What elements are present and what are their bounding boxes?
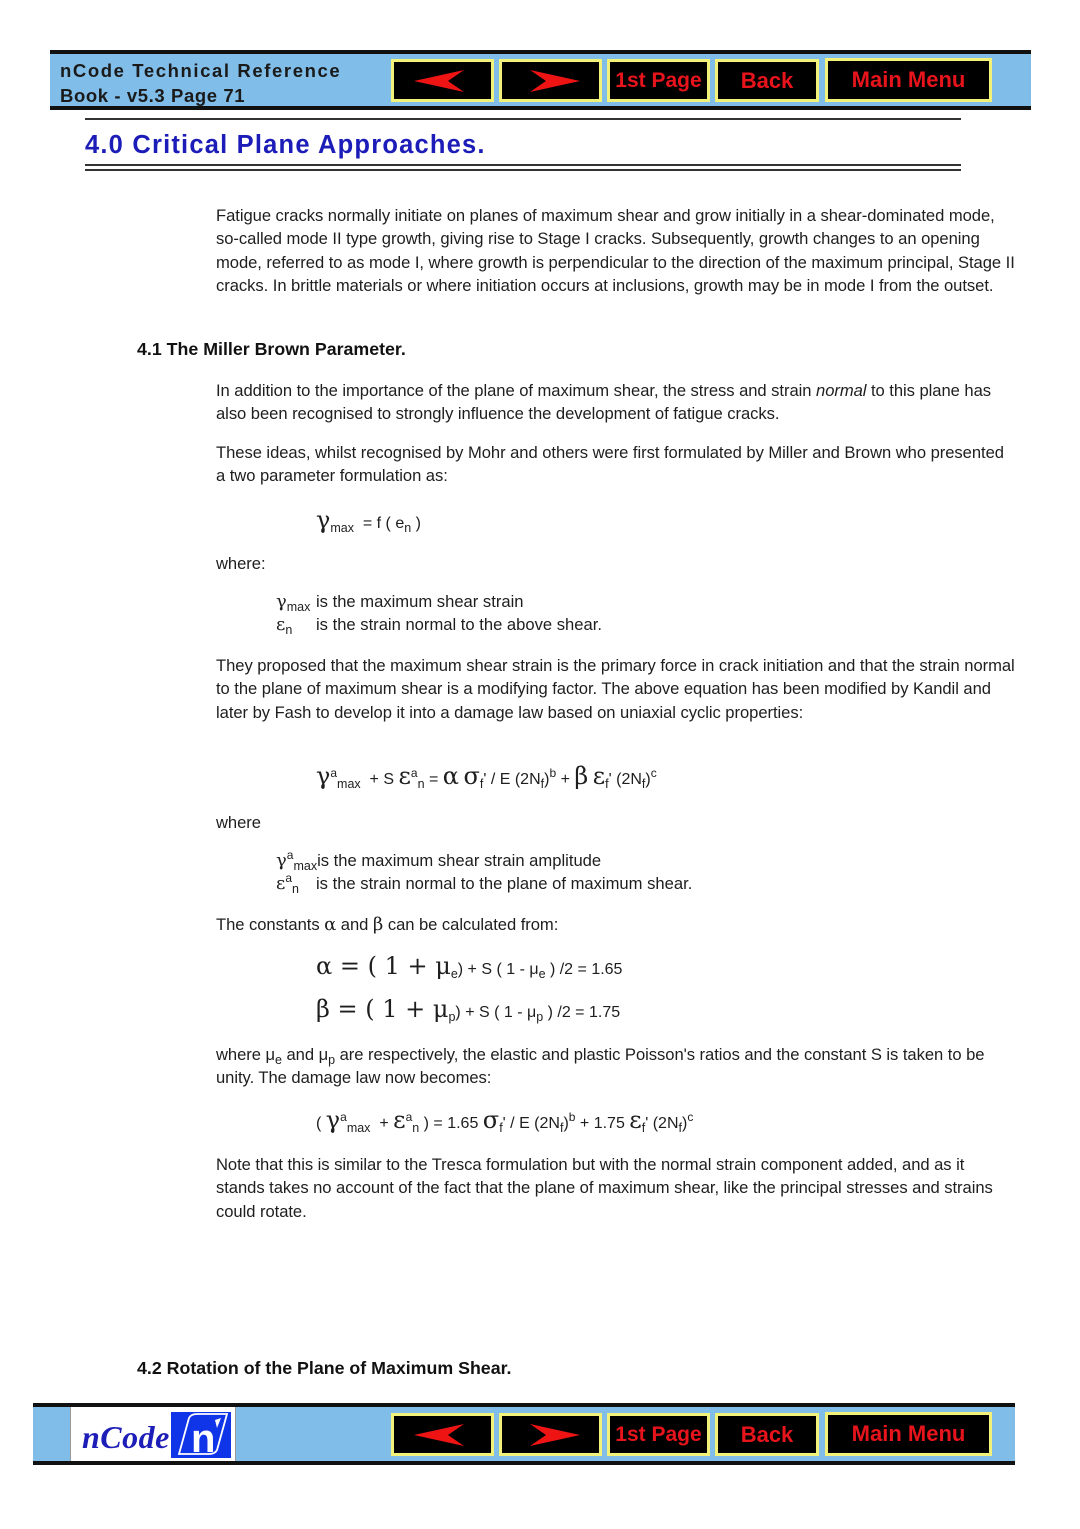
paragraph-normal-stress: In addition to the importance of the plane of maximum shear, the stress and strain normal to this plane has also been recognised to strongly influence the development of fatigue cracks. [216, 381, 991, 424]
first-page-button[interactable]: 1st Page [607, 59, 710, 102]
where-label-2: where [216, 813, 261, 832]
document-title [60, 58, 341, 108]
subsection-title-4-2: 4.2 Rotation of the Plane of Maximum Shear. [137, 1358, 512, 1378]
top-navigation-bar [50, 50, 1031, 110]
equation-final-damage-law: ( $\gamma^a_{max} + \varepsilon^a_n$ ) = 1.65 $\sigma_f'$ / E $(2N_f)^b + 1.75$ $\varepsilon_f'$ $(2N_f)^c$ [316, 1106, 694, 1135]
main-menu-button[interactable]: Main Menu [825, 58, 992, 102]
definition-gamma-a-max: $\gamma^a_{max}is$ the maximum shear strain amplitude [276, 848, 602, 873]
next-page-button[interactable] [499, 59, 602, 102]
paragraph-poisson-ratios: where $\mu_e$ and $\mu_p$ are respectively, the elastic and plastic Poisson's ratios and the constant S is taken to be unity. The damage law now becomes: [216, 1045, 985, 1088]
paragraph-kandil-fash: They proposed that the maximum shear strain is the primary force in crack initiation and that the strain normal to the plane of maximum shear is a modifying factor. The above equation has been modified by Kandil and later by Fash to develop it into a damage law based on uniaxial cyclic properties: [216, 656, 1015, 722]
paragraph-tresca-note: Note that this is similar to the Tresca formulation but with the normal strain component added, and as it stands takes no account of the fact that the plane of maximum shear, like the principal stresses and strains could rotate. [216, 1155, 993, 1221]
equation-alpha: α = ( $1 + \mu_e) + S$ ( $1 - \mu_e$ ) /2 = 1.65 [316, 952, 623, 981]
first-page-button[interactable]: 1st Page [607, 1413, 710, 1456]
paragraph-constants: The constants α and β can be calculated from: [216, 914, 559, 935]
bottom-navigation-bar [33, 1403, 1015, 1465]
emphasis-normal: normal [816, 381, 867, 400]
equation-beta: β = ( $1 + \mu_p) + S$ ( $1 - \mu_p$ ) /2 = 1.75 [316, 995, 621, 1024]
definition-epsilon-n: $\varepsilon_n$ is the strain normal to the above shear. [276, 614, 602, 637]
section-title: 4.0 Critical Plane Approaches. [85, 131, 486, 159]
next-page-button[interactable] [499, 1413, 602, 1456]
previous-page-button[interactable] [391, 59, 494, 102]
left-arrow-icon [414, 1424, 472, 1446]
subsection-title-4-1: 4.1 The Miller Brown Parameter. [137, 339, 406, 359]
svg-text:n: n [191, 1417, 216, 1458]
heading-top-rule [85, 118, 961, 120]
equation-miller-brown: $\gamma_{max} = f$ ( $e_n$ ) [316, 506, 421, 535]
previous-page-button[interactable] [391, 1413, 494, 1456]
heading-bottom-rule-2 [85, 169, 961, 171]
back-button[interactable]: Back [715, 1413, 819, 1456]
ncode-logo [70, 1407, 236, 1461]
heading-bottom-rule-1 [85, 164, 961, 166]
where-label-1: where: [216, 554, 266, 573]
intro-paragraph: Fatigue cracks normally initiate on planes of maximum shear and grow initially in a shear-dominated mode, so-called mode II type growth, giving rise to Stage I cracks. Subsequently, growth changes to an opening mode, referred to as mode I, where growth is perpendicular to the direction of the maximum principal, Stage II cracks. In brittle materials or where initiation occurs at inclusions, growth may be in mode I from the outset. [216, 206, 1015, 295]
back-button[interactable]: Back [715, 59, 819, 102]
ncode-n-logo-icon [171, 1412, 231, 1458]
right-arrow-icon [522, 1424, 580, 1446]
definition-gamma-max: $\gamma_{max}$ is the maximum shear strain [276, 591, 524, 614]
equation-damage-law: $\gamma^a_{max} + S$ $\varepsilon^a_n = \alpha$ $\sigma_f'$ / E $(2N_f)^b + \beta$ $\varepsilon_f'$ $(2N_f)^c$ [316, 762, 657, 791]
paragraph-miller-brown: These ideas, whilst recognised by Mohr and others were first formulated by Miller and Brown who presented a two parameter formulation as: [216, 443, 1004, 486]
right-arrow-icon [522, 70, 580, 92]
document-title-line1: nCode Technical Reference [60, 60, 342, 81]
logo-wordmark: nCode [82, 1419, 170, 1455]
left-arrow-icon [414, 70, 472, 92]
definition-epsilon-a-n: $\varepsilon^a_n$ is the strain normal to the plane of maximum shear. [276, 871, 693, 896]
main-menu-button[interactable]: Main Menu [825, 1412, 992, 1456]
document-version-page: Book - v5.3 Page 71 [60, 85, 246, 106]
